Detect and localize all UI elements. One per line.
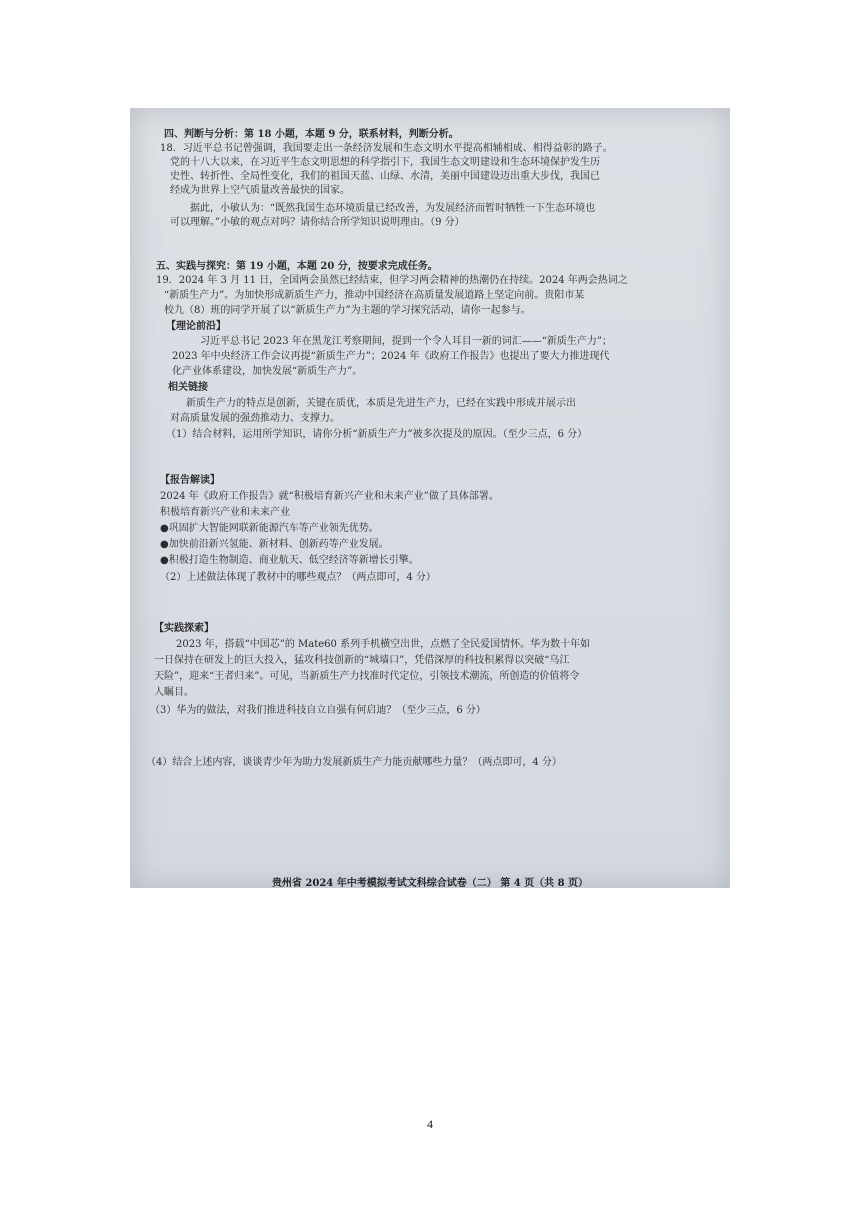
practice-line: 人瞩目。 [154, 687, 194, 698]
theory-title: 【理论前沿】 [166, 321, 226, 332]
practice-line: 一日保持在研发上的巨大投入，猛攻科技创新的“城墙口”，凭借深厚的科技积累得以突破“乌江 [154, 655, 570, 666]
q4-question: （4）结合上述内容，谈谈青少年为助力发展新质生产力能贡献哪些力量？（两点即可，4 分） [146, 757, 562, 768]
link-title: 相关链接 [168, 382, 208, 393]
q19-line: “新质生产力”。为加快形成新质生产力，推动中国经济在高质量发展道路上坚定向前。贵阳市某 [164, 290, 585, 301]
link-line: 对高质量发展的强劲推动力、支撑力。 [170, 413, 340, 424]
report-subtitle: 积极培育新兴产业和未来产业 [160, 507, 290, 518]
report-bullet: ●积极打造生物制造、商业航天、低空经济等新增长引擎。 [160, 555, 419, 566]
practice-line: 天险”，迎来“王者归来”。可见，当新质生产力找准时代定位，引领技术潮流，所创造的价值将令 [154, 671, 580, 682]
q18-line: 据此，小敏认为：“既然我国生态环境质量已经改善，为发展经济而暂时牺牲一下生态环境也 [190, 203, 596, 214]
q1-question: （1）结合材料，运用所学知识，请你分析“新质生产力”被多次提及的原因。（至少三点，6 分） [166, 429, 588, 440]
q3-question: （3）华为的做法，对我们推进科技自立自强有何启迪？（至少三点，6 分） [150, 705, 486, 716]
theory-line: 化产业体系建设，加快发展“新质生产力”。 [172, 366, 363, 377]
practice-title: 【实践探索】 [154, 623, 214, 634]
page-number: 4 [427, 1117, 433, 1131]
q18-line: 经成为世界上空气质量改善最快的国家。 [170, 185, 350, 196]
theory-line: 习近平总书记 2023 年在黑龙江考察期间，提到一个令人耳目一新的词汇——“新质生产力”； [200, 336, 613, 347]
exam-footer: 贵州省 2024 年中考模拟考试文科综合试卷（二） 第 4 页（共 8 页） [271, 878, 589, 889]
report-bullet: ●巩固扩大智能网联新能源汽车等产业领先优势。 [160, 523, 379, 534]
scanned-exam-page [130, 108, 730, 888]
q2-question: （2）上述做法体现了教材中的哪些观点？（两点即可，4 分） [160, 572, 436, 583]
report-bullet: ●加快前沿新兴氢能、新材料、创新药等产业发展。 [160, 539, 389, 550]
theory-line: 2023 年中央经济工作会议再提“新质生产力”；2024 年《政府工作报告》也提出了要大力推进现代 [172, 351, 610, 362]
practice-line: 2023 年，搭载“中国芯”的 Mate60 系列手机横空出世，点燃了全民爱国情怀。华为数十年如 [176, 639, 591, 650]
q18-line: 党的十八大以来，在习近平生态文明思想的科学指引下，我国生态文明建设和生态环境保护发生历 [170, 157, 600, 168]
q18-line: 18．习近平总书记曾强调，我国要走出一条经济发展和生态文明水平提高相辅相成、相得益彰的路子。 [160, 143, 613, 154]
q18-question: 可以理解。”小敏的观点对吗？请你结合所学知识说明理由。（9 分） [170, 217, 465, 228]
q18-line: 史性、转折性、全局性变化，我们的祖国天蓝、山绿、水清，美丽中国建设迈出重大步伐，我国已 [170, 171, 600, 182]
section5-heading: 五、实践与探究：第 19 小题，本题 20 分，按要求完成任务。 [156, 261, 438, 272]
q19-line: 19．2024 年 3 月 11 日，全国两会虽然已经结束，但学习两会精神的热潮仍在持续。2024 年两会热词之 [156, 275, 628, 286]
q19-line: 校九（8）班的同学开展了以“新质生产力”为主题的学习探究活动，请你一起参与。 [164, 305, 531, 316]
section4-heading: 四、判断与分析：第 18 小题，本题 9 分，联系材料，判断分析。 [164, 129, 459, 140]
report-title: 【报告解读】 [160, 475, 220, 486]
report-intro: 2024 年《政府工作报告》就“积极培育新兴产业和未来产业”做了具体部署。 [160, 491, 499, 502]
link-line: 新质生产力的特点是创新，关键在质优，本质是先进生产力，已经在实践中形成并展示出 [186, 398, 576, 409]
